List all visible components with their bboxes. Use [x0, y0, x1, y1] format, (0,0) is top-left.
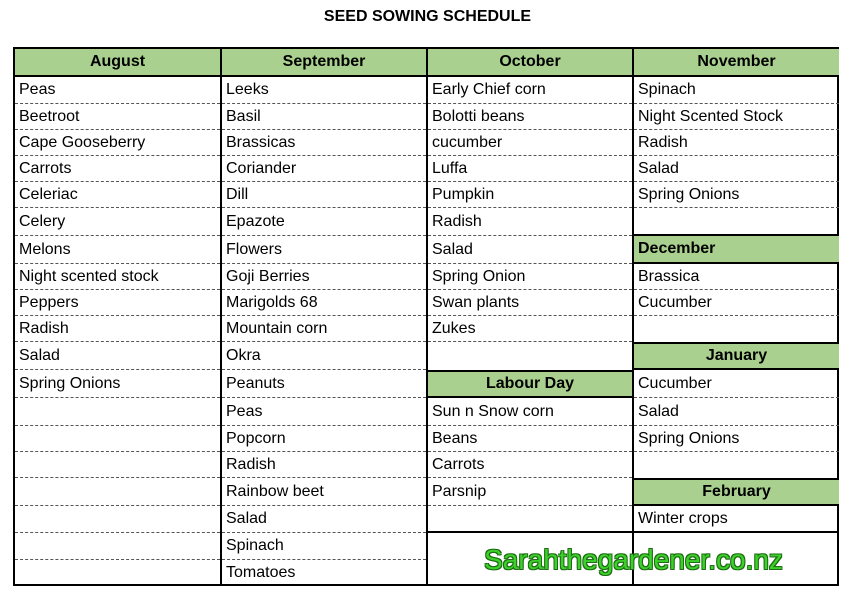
list-item: Brassica	[634, 264, 839, 290]
list-item: Rainbow beet	[222, 478, 426, 506]
list-item: Spinach	[634, 77, 839, 104]
list-item: Night Scented Stock	[634, 104, 839, 130]
list-item: Salad	[15, 342, 220, 370]
list-item: Marigolds 68	[222, 290, 426, 316]
list-item: Radish	[634, 130, 839, 156]
website-logo	[428, 533, 839, 586]
list-item: Flowers	[222, 236, 426, 264]
list-item: Pumpkin	[428, 182, 632, 208]
list-item: Swan plants	[428, 290, 632, 316]
list-item: Radish	[428, 208, 632, 236]
schedule-table	[13, 47, 839, 586]
list-item: Salad	[634, 156, 839, 182]
labour-day-header: Labour Day	[428, 370, 632, 398]
list-item: Tomatoes	[226, 564, 296, 581]
list-item	[15, 398, 220, 426]
august-column	[15, 49, 222, 584]
list-item: cucumber	[428, 130, 632, 156]
list-item: Peanuts	[222, 370, 426, 398]
list-item: Celeriac	[15, 182, 220, 208]
list-item: Cucumber	[634, 290, 839, 316]
list-item	[634, 208, 839, 236]
list-item: Spring Onions	[15, 370, 220, 398]
list-item	[15, 478, 220, 506]
list-item: Goji Berries	[222, 264, 426, 290]
list-item: Mountain corn	[222, 316, 426, 342]
list-item: Luffa	[428, 156, 632, 182]
logo-text: Sarahthegardener.co.nz	[484, 543, 783, 575]
list-item: Cucumber	[634, 370, 839, 398]
list-item	[15, 426, 220, 452]
list-item: Peas	[222, 398, 426, 426]
list-item: Cape Gooseberry	[15, 130, 220, 156]
list-item: Spring Onions	[634, 426, 839, 452]
list-item: Parsnip	[428, 478, 632, 506]
list-item	[634, 316, 839, 342]
list-item: Basil	[222, 104, 426, 130]
list-item: Peppers	[15, 290, 220, 316]
logo-area	[428, 533, 839, 586]
list-item: Brassicas	[222, 130, 426, 156]
november-header: November	[634, 49, 839, 77]
october-header: October	[428, 49, 632, 77]
list-item: Beetroot	[15, 104, 220, 130]
list-item: Epazote	[222, 208, 426, 236]
december-header: December	[634, 234, 839, 264]
list-item: Salad	[428, 236, 632, 264]
list-item: Popcorn	[222, 426, 426, 452]
list-item	[634, 452, 839, 478]
list-item: Beans	[428, 426, 632, 452]
october-column	[428, 49, 634, 584]
list-item: Spring Onion	[428, 264, 632, 290]
list-item	[15, 533, 220, 560]
list-item: Leeks	[222, 77, 426, 104]
list-item: Salad	[222, 506, 426, 533]
list-item: Salad	[634, 398, 839, 426]
list-item: Peas	[15, 77, 220, 104]
list-item: Melons	[15, 236, 220, 264]
list-item: Dill	[222, 182, 426, 208]
list-item: Spring Onions	[634, 182, 839, 208]
list-item: Radish	[222, 452, 426, 478]
list-item: Spinach	[222, 533, 426, 560]
list-item	[15, 452, 220, 478]
list-item: Night scented stock	[15, 264, 220, 290]
list-item	[15, 560, 220, 586]
august-header: August	[15, 49, 220, 77]
list-item: Zukes	[428, 316, 632, 342]
list-item	[428, 342, 632, 370]
list-item: Carrots	[15, 156, 220, 182]
list-item: Winter crops	[634, 506, 839, 533]
list-item	[15, 506, 220, 533]
page-title: SEED SOWING SCHEDULE	[323, 8, 532, 25]
list-item: Coriander	[222, 156, 426, 182]
list-item: Carrots	[428, 452, 632, 478]
february-header: February	[634, 478, 839, 506]
list-item: Okra	[222, 342, 426, 370]
list-item: Radish	[15, 316, 220, 342]
list-item	[428, 506, 632, 533]
list-item: Celery	[15, 208, 220, 236]
list-item: Bolotti beans	[428, 104, 632, 130]
list-item: Early Chief corn	[428, 77, 632, 104]
september-column	[222, 49, 428, 584]
september-header: September	[222, 49, 426, 77]
november-column	[634, 49, 839, 531]
january-header: January	[634, 342, 839, 370]
list-item: Sun n Snow corn	[428, 398, 632, 426]
